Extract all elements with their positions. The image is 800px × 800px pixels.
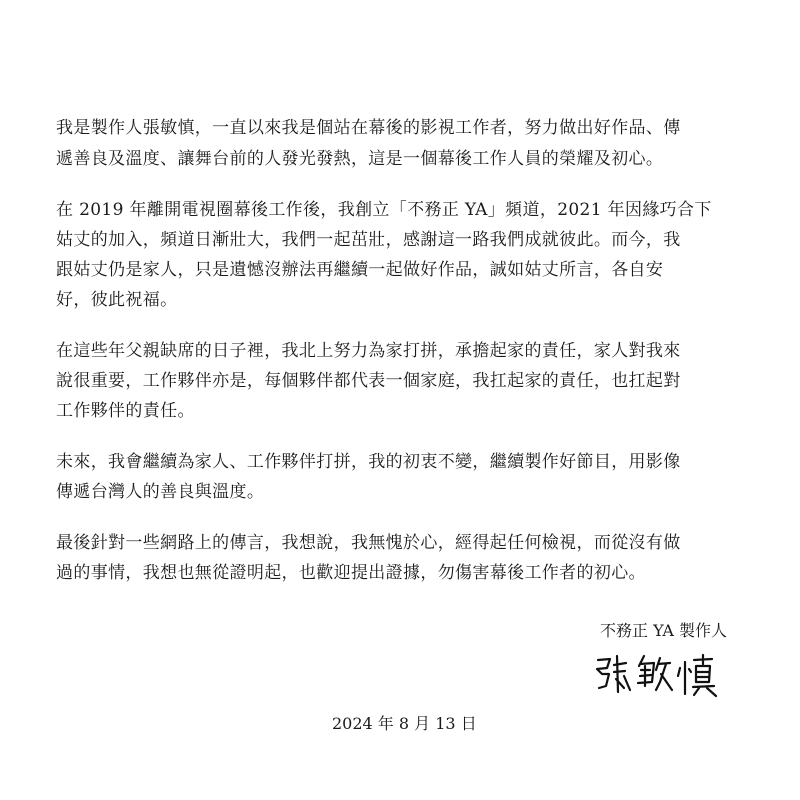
paragraph-3-line-3: 工作夥伴的責任。 [56, 401, 195, 421]
paragraph-3-line-1: 在這些年父親缺席的日子裡，我北上努力為家打拼，承擔起家的責任，家人對我來 [56, 341, 681, 361]
paragraph-5-line-1: 最後針對一些網路上的傳言，我想說，我無愧於心，經得起任何檢視，而從沒有做 [56, 533, 681, 553]
paragraph-2-line-4: 好，彼此祝福。 [56, 290, 178, 310]
handwritten-signature [590, 648, 730, 700]
signature-label: 不務正 YA 製作人 [600, 621, 728, 640]
statement-date: 2024 年 8 月 13 日 [332, 714, 477, 733]
paragraph-1-line-2: 遞善良及溫度、讓舞台前的人發光發熱，這是一個幕後工作人員的榮耀及初心。 [56, 149, 664, 169]
paragraph-5-line-2: 過的事情，我想也無從證明起，也歡迎提出證據，勿傷害幕後工作者的初心。 [56, 563, 646, 583]
paragraph-4-line-1: 未來，我會繼續為家人、工作夥伴打拼，我的初衷不變，繼續製作好節目，用影像 [56, 452, 681, 472]
paragraph-2-line-2: 姑丈的加入，頻道日漸壯大，我們一起茁壯，感謝這一路我們成就彼此。而今，我 [56, 230, 681, 250]
paragraph-2-line-1: 在 2019 年離開電視圈幕後工作後，我創立「不務正 YA」頻道，2021 年因緣巧合下 [56, 200, 712, 220]
paragraph-4-line-2: 傳遞台灣人的善良與溫度。 [56, 482, 265, 502]
paragraph-3-line-2: 說很重要，工作夥伴亦是，每個夥伴都代表一個家庭，我扛起家的責任，也扛起對 [56, 371, 681, 391]
paragraph-2-line-3: 跟姑丈仍是家人，只是遺憾沒辦法再繼續一起做好作品，誠如姑丈所言，各自安 [56, 260, 664, 280]
paragraph-1-line-1: 我是製作人張敏慎，一直以來我是個站在幕後的影視工作者，努力做出好作品、傳 [56, 118, 681, 138]
